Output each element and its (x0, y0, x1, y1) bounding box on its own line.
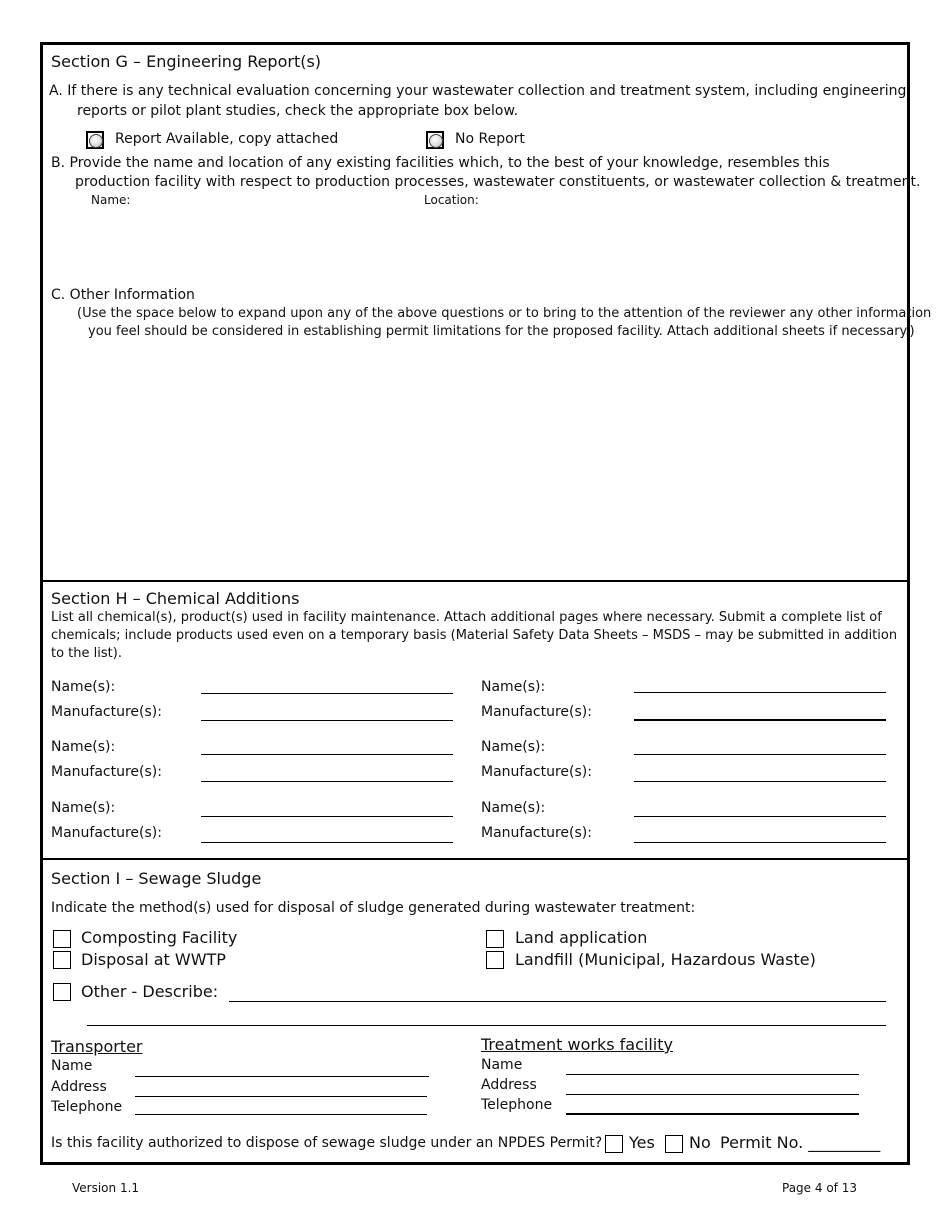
chem-manufacture-field[interactable] (634, 842, 886, 843)
treatment-name-label: Name (481, 1057, 523, 1073)
chem-name-label: Name(s): (481, 679, 546, 695)
chem-manufacture-label: Manufacture(s): (481, 704, 592, 720)
transporter-address-field[interactable] (135, 1096, 427, 1097)
land-application-label: Land application (515, 928, 648, 947)
npdes-yes-checkbox[interactable] (605, 1135, 623, 1153)
landfill-label: Landfill (Municipal, Hazardous Waste) (515, 950, 816, 969)
version-label: Version 1.1 (72, 1181, 140, 1195)
treatment-address-label: Address (481, 1077, 537, 1093)
chem-name-field[interactable] (201, 816, 453, 817)
section-h-title: Section H – Chemical Additions (51, 589, 300, 608)
transporter-telephone-label: Telephone (51, 1099, 123, 1115)
transporter-heading: Transporter (51, 1037, 143, 1056)
chem-name-label: Name(s): (51, 800, 116, 816)
section-h-intro-2: chemicals; include products used even on a temporary basis (Material Safety Data Sheets – MSDS – may be submitted in addition (51, 628, 898, 643)
transporter-name-label: Name (51, 1058, 93, 1074)
land-application-checkbox[interactable] (486, 930, 504, 948)
facility-location-label: Location: (424, 193, 479, 207)
transporter-telephone-field[interactable] (135, 1114, 427, 1115)
section-g-a-text-2: reports or pilot plant studies, check the appropriate box below. (77, 103, 519, 119)
section-g-b-text-1: B. Provide the name and location of any existing facilities which, to the best of your knowledge, resembles this (51, 155, 830, 171)
section-h-intro-1: List all chemical(s), product(s) used in facility maintenance. Attach additional pages where necessary. Submit a complete list of (51, 610, 882, 625)
chem-manufacture-label: Manufacture(s): (481, 825, 592, 841)
chem-manufacture-field[interactable] (201, 781, 453, 782)
disposal-wwtp-checkbox[interactable] (53, 951, 71, 969)
section-g-b-text-2: production facility with respect to production processes, wastewater constituents, or wastewater collection & treatment. (75, 174, 921, 190)
npdes-yes-label: Yes (629, 1133, 655, 1152)
transporter-name-field[interactable] (135, 1076, 429, 1077)
section-g-title: Section G – Engineering Report(s) (51, 52, 322, 71)
composting-label: Composting Facility (81, 928, 238, 947)
section-h-intro-3: to the list). (51, 646, 122, 661)
treatment-telephone-field[interactable] (566, 1113, 859, 1115)
section-g-a-text-1: A. If there is any technical evaluation concerning your wastewater collection and treatment system, including engineering (49, 83, 907, 99)
chem-manufacture-label: Manufacture(s): (51, 704, 162, 720)
treatment-telephone-label: Telephone (481, 1097, 553, 1113)
treatment-address-field[interactable] (566, 1094, 859, 1095)
chem-manufacture-field[interactable] (201, 842, 453, 843)
landfill-checkbox[interactable] (486, 951, 504, 969)
chem-name-field[interactable] (634, 692, 886, 693)
npdes-no-checkbox[interactable] (665, 1135, 683, 1153)
section-divider-i (40, 858, 910, 860)
section-g-c-title: C. Other Information (51, 287, 195, 303)
chem-name-label: Name(s): (51, 739, 116, 755)
no-report-label: No Report (455, 131, 525, 147)
npdes-question: Is this facility authorized to dispose of sewage sludge under an NPDES Permit? (51, 1135, 603, 1151)
other-describe-field-line-2[interactable] (87, 1025, 886, 1026)
other-checkbox[interactable] (53, 983, 71, 1001)
treatment-name-field[interactable] (566, 1074, 859, 1075)
facility-name-label: Name: (91, 193, 131, 207)
report-available-radio[interactable] (86, 131, 104, 149)
npdes-no-label: No (689, 1133, 711, 1152)
treatment-works-heading: Treatment works facility (481, 1035, 673, 1054)
no-report-radio[interactable] (426, 131, 444, 149)
other-describe-field[interactable] (229, 1001, 886, 1002)
disposal-wwtp-label: Disposal at WWTP (81, 950, 226, 969)
composting-checkbox[interactable] (53, 930, 71, 948)
section-g-c-text-1: (Use the space below to expand upon any of the above questions or to bring to the attention of the reviewer any other information (77, 306, 932, 321)
permit-number-field[interactable]: Permit No. _________ (720, 1133, 881, 1152)
section-i-intro: Indicate the method(s) used for disposal of sludge generated during wastewater treatment: (51, 900, 696, 916)
other-describe-label: Other - Describe: (81, 982, 219, 1001)
section-g-c-text-2: you feel should be considered in establishing permit limitations for the proposed facility. Attach additional sheets if necessary.) (88, 324, 915, 339)
chem-name-field[interactable] (634, 754, 886, 755)
chem-manufacture-field[interactable] (201, 720, 453, 721)
section-i-title: Section I – Sewage Sludge (51, 869, 262, 888)
chem-name-label: Name(s): (481, 739, 546, 755)
chem-manufacture-label: Manufacture(s): (51, 764, 162, 780)
chem-name-field[interactable] (201, 693, 453, 694)
report-available-label: Report Available, copy attached (115, 131, 339, 147)
chem-name-field[interactable] (201, 754, 453, 755)
chem-name-label: Name(s): (481, 800, 546, 816)
chem-manufacture-label: Manufacture(s): (51, 825, 162, 841)
transporter-address-label: Address (51, 1079, 107, 1095)
chem-manufacture-label: Manufacture(s): (481, 764, 592, 780)
chem-manufacture-field[interactable] (634, 719, 886, 721)
section-divider-h (40, 580, 910, 582)
page-number: Page 4 of 13 (782, 1181, 857, 1195)
chem-name-label: Name(s): (51, 679, 116, 695)
chem-manufacture-field[interactable] (634, 781, 886, 782)
chem-name-field[interactable] (634, 816, 886, 817)
